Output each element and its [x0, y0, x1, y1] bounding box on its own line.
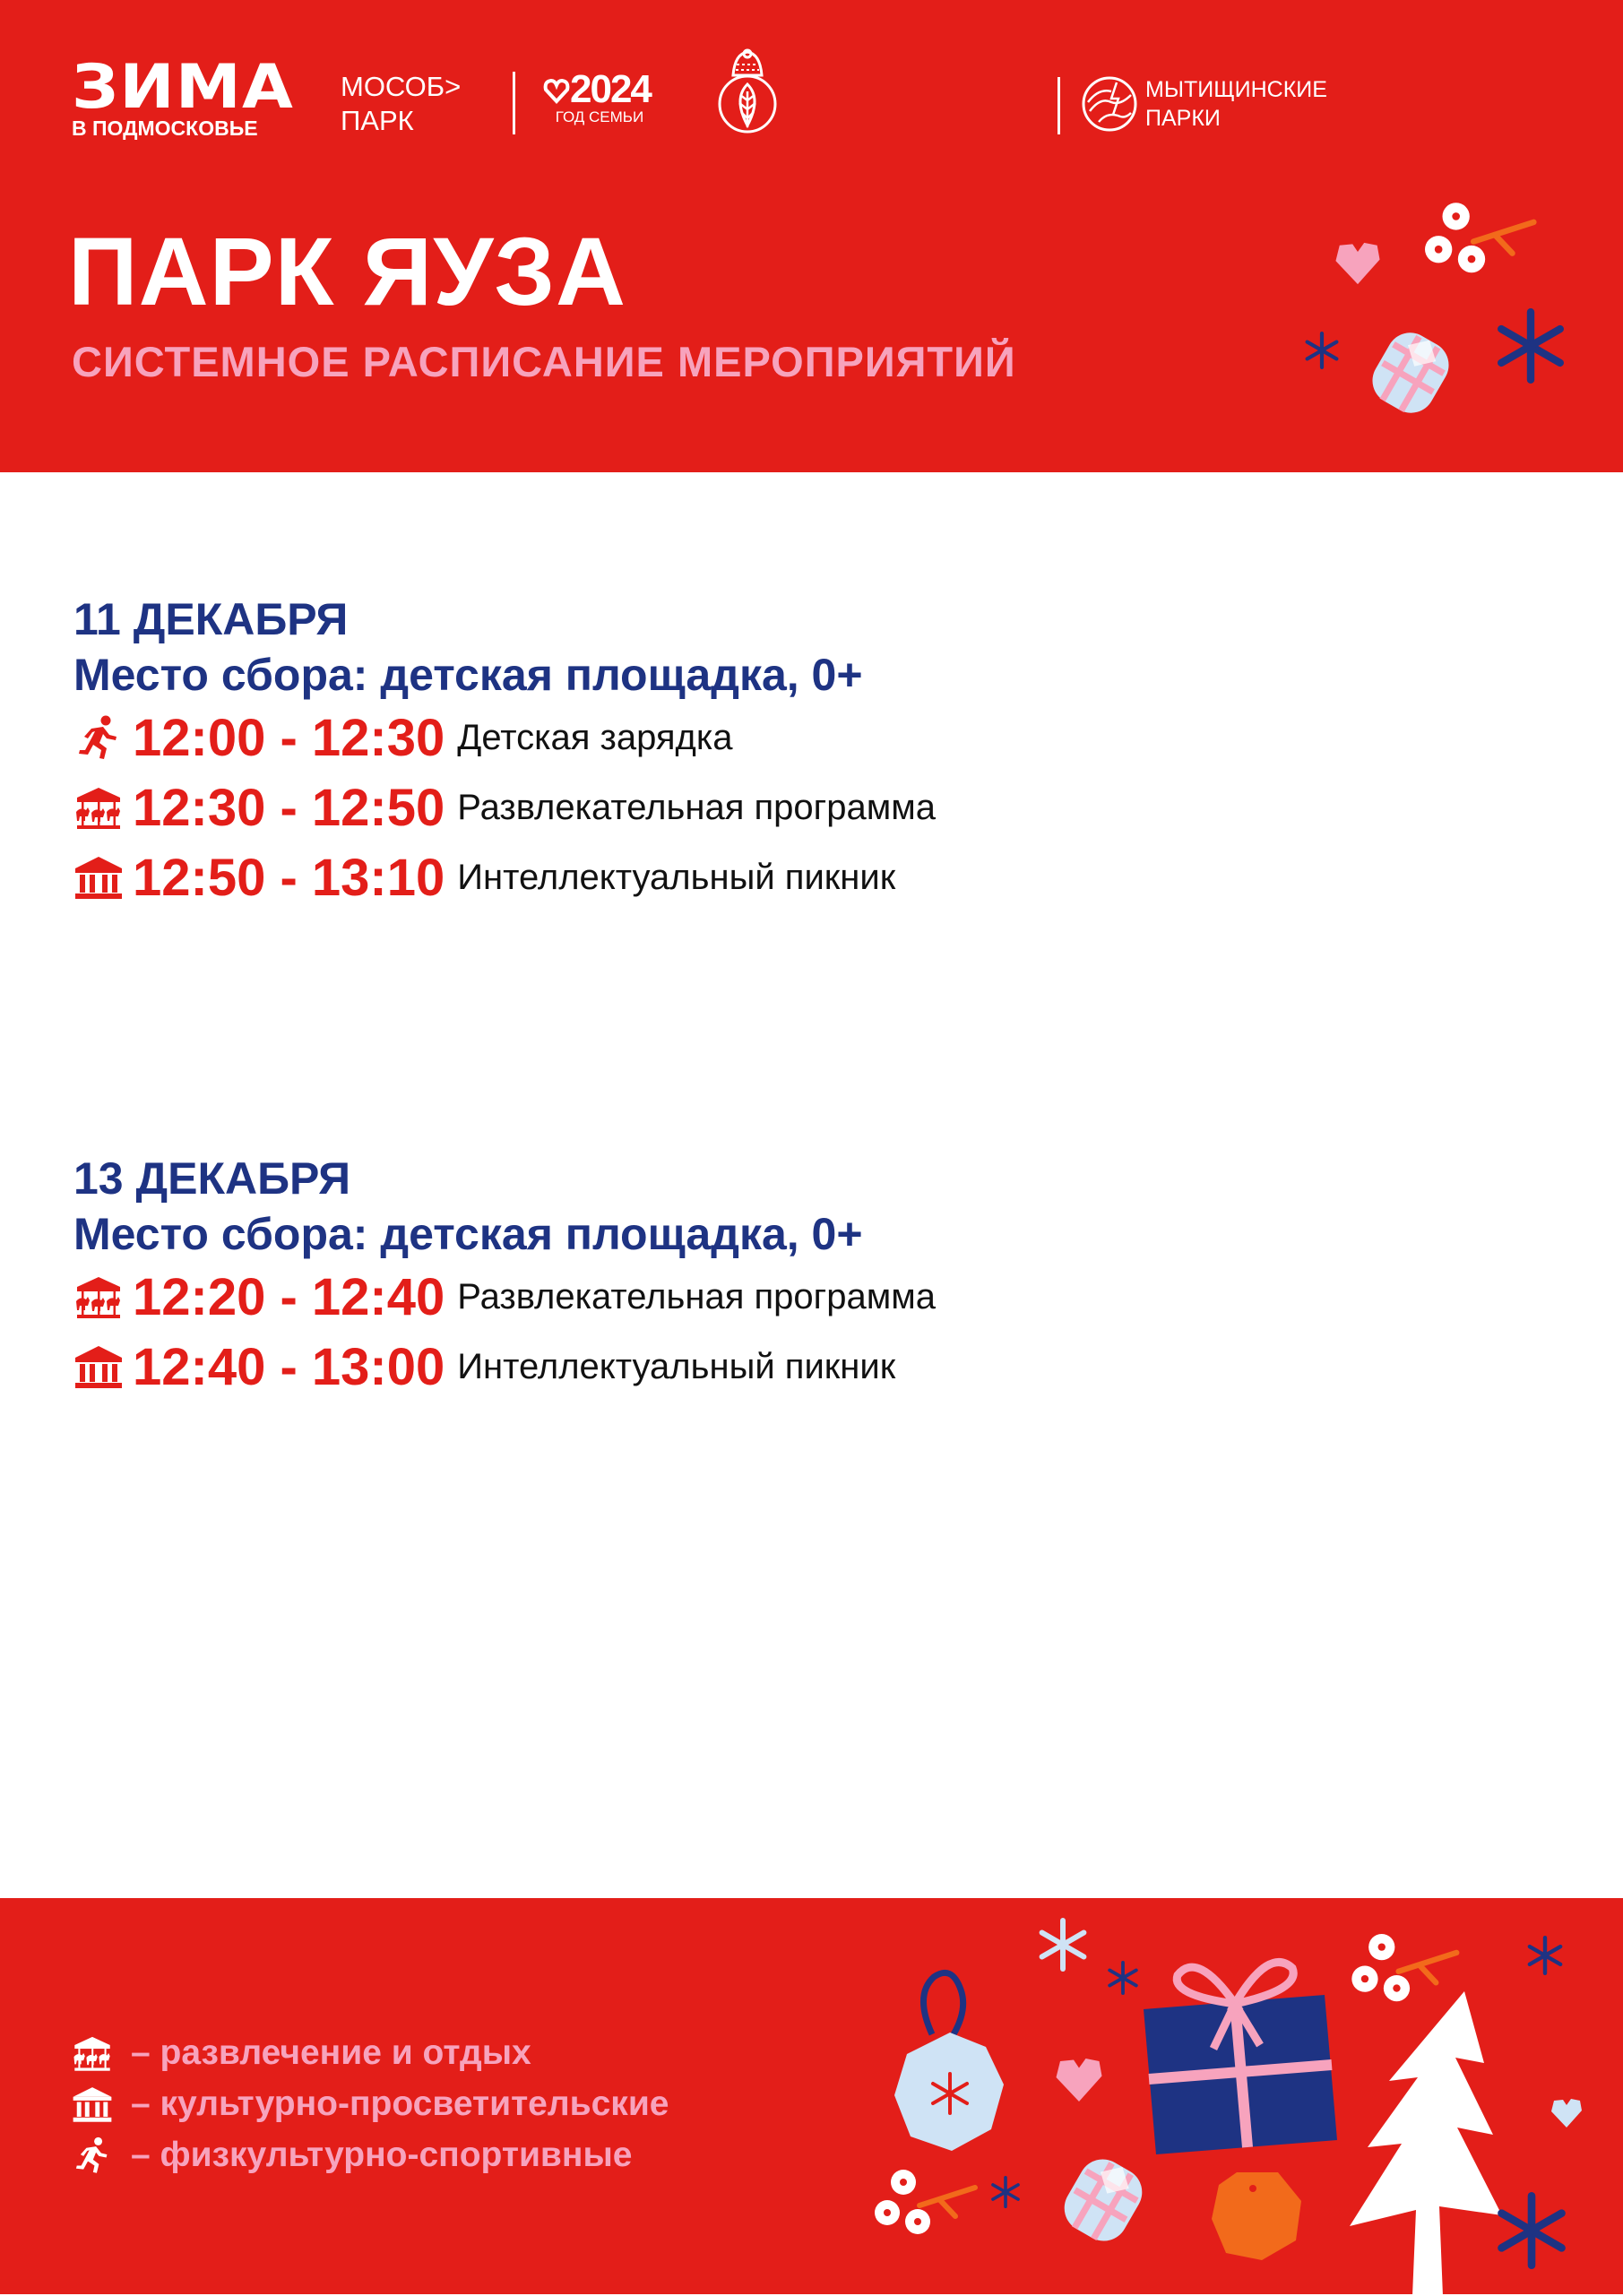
legend-item [72, 2027, 669, 2078]
mytishchi-parks-logo [1145, 75, 1327, 133]
legend-label: – развлечение и отдых [131, 2033, 531, 2072]
legend [72, 2027, 669, 2180]
schedule-row [73, 703, 936, 773]
mosoblpark-logo-line1: МОСОБ> [341, 71, 462, 102]
legend-item [72, 2078, 669, 2129]
year-logo-number: 2024 [543, 70, 651, 109]
berries-decoration-icon [1425, 203, 1541, 290]
mitten-decoration-icon [1362, 324, 1459, 421]
schedule-row [73, 1332, 936, 1402]
tangerine-icon [1210, 2169, 1303, 2262]
heart-decoration-icon [1052, 2056, 1106, 2104]
mosoblpark-logo [341, 70, 461, 138]
museum-icon [72, 2085, 113, 2123]
event-name: Развлекательная программа [457, 1276, 936, 1316]
schedule-row [73, 842, 936, 912]
parks-emblem-icon [1081, 75, 1138, 133]
event-name: Интеллектуальный пикник [457, 1346, 896, 1386]
heart-decoration-icon [1332, 240, 1384, 287]
snowflake-decoration-icon [989, 2176, 1022, 2208]
snowflake-decoration-icon [1525, 1936, 1565, 1975]
page-subtitle: СИСТЕМНОЕ РАСПИСАНИЕ МЕРОПРИЯТИЙ [72, 338, 1016, 385]
meeting-place: Место сбора: детская площадка, 0+ [73, 650, 863, 700]
heart-small-decoration-icon [1549, 2097, 1584, 2129]
event-name: Развлекательная программа [457, 787, 936, 827]
day-section-1 [73, 591, 936, 912]
meeting-place: Место сбора: детская площадка, 0+ [73, 1209, 863, 1259]
snowflake-large-decoration-icon [1493, 308, 1568, 384]
year-of-family-logo [543, 67, 651, 125]
snowflake-decoration-icon [1303, 332, 1341, 369]
carousel-icon [72, 2034, 113, 2072]
christmas-ball-icon [887, 1968, 1013, 2163]
logo-divider-right [1058, 77, 1060, 134]
zima-logo-main: ЗИМА [72, 52, 294, 123]
header-band [0, 0, 1623, 472]
snowflake-large-decoration-icon [1493, 2192, 1570, 2269]
gift-box-icon [1135, 1952, 1350, 2158]
museum-icon [73, 1344, 124, 1389]
zima-logo [72, 52, 294, 140]
mytishchi-parks-line1: МЫТИЩИНСКИЕ [1145, 77, 1327, 102]
event-time: 12:00 - 12:30 [133, 708, 445, 767]
event-time: 12:40 - 13:00 [133, 1337, 445, 1396]
snowflake-decoration-icon [1036, 1918, 1090, 1972]
ornament-leaf-logo [715, 48, 780, 134]
berries-decoration-icon [875, 2167, 982, 2253]
event-name: Интеллектуальный пикник [457, 857, 896, 897]
legend-label: – культурно-просветительские [131, 2084, 669, 2123]
heart-outline-icon [543, 77, 570, 104]
christmas-tree-icon [1350, 1991, 1511, 2296]
event-time: 12:30 - 12:50 [133, 778, 445, 837]
event-time: 12:20 - 12:40 [133, 1267, 445, 1326]
day-section-2 [73, 1151, 936, 1402]
schedule-row [73, 773, 936, 842]
event-name: Детская зарядка [457, 717, 733, 757]
carousel-icon [73, 785, 124, 830]
runner-icon [73, 715, 124, 760]
page-title: ПАРК ЯУЗА [68, 217, 627, 325]
mosoblpark-logo-line2: ПАРК [341, 105, 414, 136]
day-date: 11 ДЕКАБРЯ [73, 594, 349, 644]
museum-icon [73, 855, 124, 900]
mitten-decoration-icon [1054, 2151, 1153, 2249]
year-logo-caption: ГОД СЕМЬИ [555, 108, 644, 125]
carousel-icon [73, 1274, 124, 1319]
legend-item [72, 2129, 669, 2180]
legend-label: – физкультурно-спортивные [131, 2135, 633, 2174]
day-date: 13 ДЕКАБРЯ [73, 1153, 351, 1204]
event-time: 12:50 - 13:10 [133, 848, 445, 907]
runner-icon [72, 2136, 113, 2174]
zima-logo-sub: В ПОДМОСКОВЬЕ [72, 117, 258, 140]
logo-divider [513, 72, 515, 134]
schedule-row [73, 1262, 936, 1332]
mytishchi-parks-line2: ПАРКИ [1145, 106, 1221, 131]
